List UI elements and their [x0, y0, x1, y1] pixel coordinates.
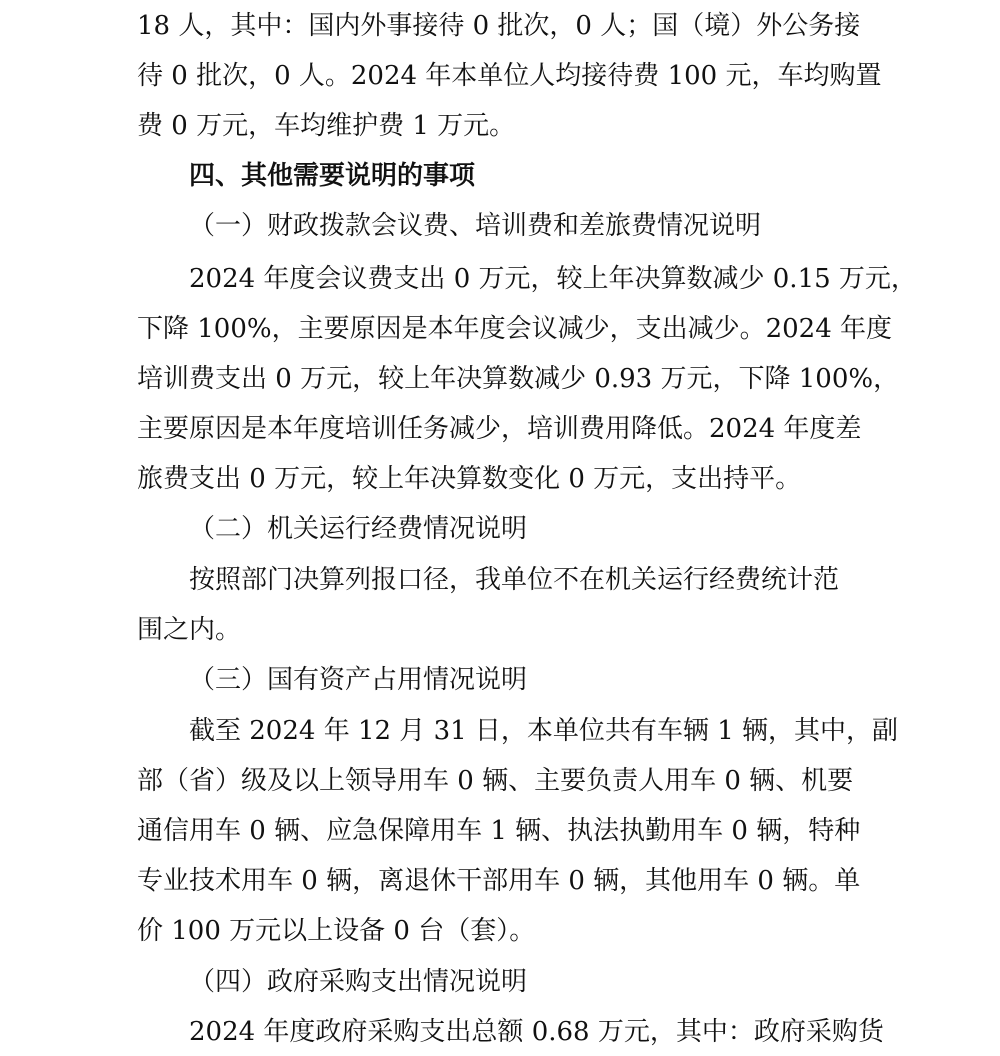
subsection-heading: （三）国有资产占用情况说明	[189, 665, 528, 695]
text-line: 围之内。	[137, 615, 242, 645]
text-line: 主要原因是本年度培训任务减少，培训费用降低。2024 年度差	[137, 414, 862, 444]
subsection-heading: （一）财政拨款会议费、培训费和差旅费情况说明	[189, 211, 762, 241]
text-line: 18 人，其中：国内外事接待 0 批次，0 人；国（境）外公务接	[137, 11, 861, 41]
text-line: 部（省）级及以上领导用车 0 辆、主要负责人用车 0 辆、机要	[137, 766, 854, 796]
subsection-heading: （四）政府采购支出情况说明	[189, 967, 528, 997]
text-line: 旅费支出 0 万元，较上年决算数变化 0 万元，支出持平。	[137, 464, 802, 494]
text-line: 待 0 批次，0 人。2024 年本单位人均接待费 100 元，车均购置	[137, 61, 882, 91]
text-line: 费 0 万元，车均维护费 1 万元。	[137, 111, 516, 141]
text-line: 截至 2024 年 12 月 31 日，本单位共有车辆 1 辆，其中，副	[189, 716, 898, 746]
section-heading: 四、其他需要说明的事项	[189, 161, 476, 191]
text-line: 2024 年度政府采购支出总额 0.68 万元，其中：政府采购货	[189, 1017, 884, 1047]
text-line: 2024 年度会议费支出 0 万元，较上年决算数减少 0.15 万元，	[189, 264, 917, 294]
text-line: 专业技术用车 0 辆，离退休干部用车 0 辆，其他用车 0 辆。单	[137, 866, 861, 896]
text-line: 价 100 万元以上设备 0 台（套）。	[137, 916, 536, 946]
text-line: 按照部门决算列报口径，我单位不在机关运行经费统计范	[189, 565, 840, 595]
text-line: 下降 100%，主要原因是本年度会议减少，支出减少。2024 年度	[137, 314, 893, 344]
text-line: 通信用车 0 辆、应急保障用车 1 辆、执法执勤用车 0 辆，特种	[137, 816, 861, 846]
subsection-heading: （二）机关运行经费情况说明	[189, 514, 528, 544]
text-line: 培训费支出 0 万元，较上年决算数减少 0.93 万元，下降 100%，	[137, 364, 900, 394]
